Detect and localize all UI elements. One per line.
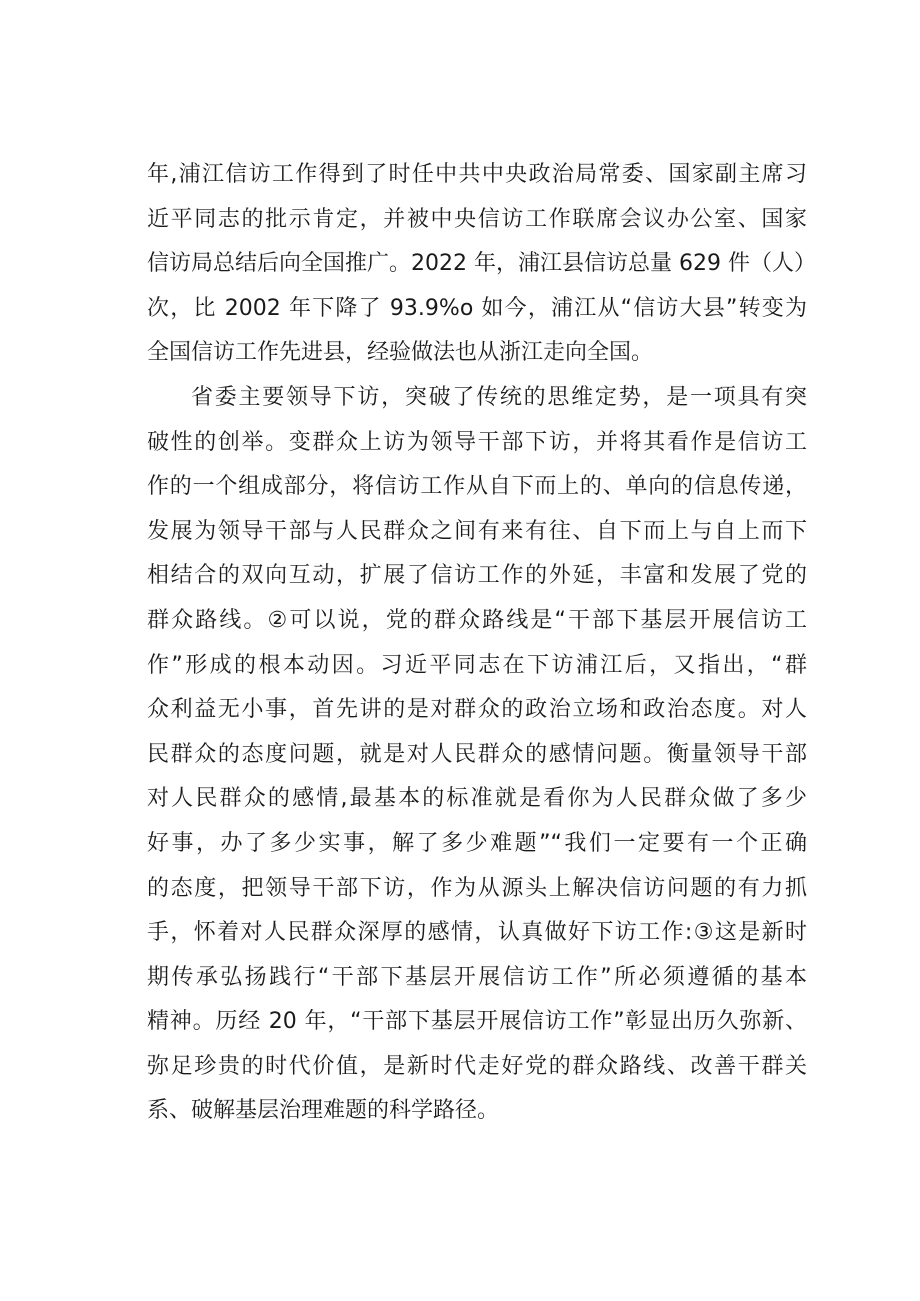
- text-line: 全国信访工作先进县，经验做法也从浙江走向全国。: [147, 340, 654, 366]
- text-line: 省委主要领导下访，突破了传统的思维定势，是一项具有突: [191, 384, 807, 410]
- text-line: 作”形成的根本动因。习近平同志在下访浦江后，又指出，“群: [147, 652, 807, 678]
- text-line: 作的一个组成部分，将信访工作从自下而上的、单向的信息传递，: [147, 474, 807, 500]
- text-line: 相结合的双向互动，扩展了信访工作的外延，丰富和发展了党的: [147, 563, 807, 589]
- text-line: 破性的创举。变群众上访为领导干部下访，并将其看作是信访工: [147, 429, 807, 455]
- paragraph: [147, 383, 807, 1141]
- text-line: 信访局总结后向全国推广。2022 年，浦江县信访总量 629 件（人）: [147, 251, 816, 277]
- text-line: 发展为领导干部与人民群众之间有来有往、自下而上与自上而下: [147, 518, 807, 544]
- text-line: 手，怀着对人民群众深厚的感情，认真做好下访工作:③这是新时: [147, 920, 807, 946]
- text-line: 民群众的态度问题，就是对人民群众的感情问题。衡量领导干部: [147, 741, 807, 767]
- text-line: 期传承弘扬践行“干部下基层开展信访工作”所必须遵循的基本: [147, 964, 808, 990]
- text-line: 对人民群众的感情,最基本的标准就是看你为人民群众做了多少: [147, 786, 807, 812]
- text-line: 次，比 2002 年下降了 93.9%o 如今，浦江从“信访大县”转变为: [147, 295, 807, 321]
- text-line: 弥足珍贵的时代价值，是新时代走好党的群众路线、改善干群关: [147, 1053, 807, 1079]
- text-line: 系、破解基层治理难题的科学路径。: [147, 1098, 500, 1124]
- text-line: 的态度，把领导干部下访，作为从源头上解决信访问题的有力抓: [147, 875, 807, 901]
- paragraph: [147, 160, 816, 383]
- text-line: 年,浦江信访工作得到了时任中共中央政治局常委、国家副主席习: [147, 162, 807, 187]
- text-line: 精神。历经 20 年，“干部下基层开展信访工作”彰显出历久弥新、: [147, 1009, 807, 1035]
- text-line: 群众路线。②可以说，党的群众路线是“干部下基层开展信访工: [147, 607, 807, 633]
- text-line: 好事，办了多少实事，解了多少难题”“我们一定要有一个正确: [147, 830, 807, 856]
- text-line: 近平同志的批示肯定，并被中央信访工作联席会议办公室、国家: [147, 206, 807, 232]
- body-text: [147, 160, 816, 1141]
- text-line: 众利益无小事，首先讲的是对群众的政治立场和政治态度。对人: [147, 697, 807, 723]
